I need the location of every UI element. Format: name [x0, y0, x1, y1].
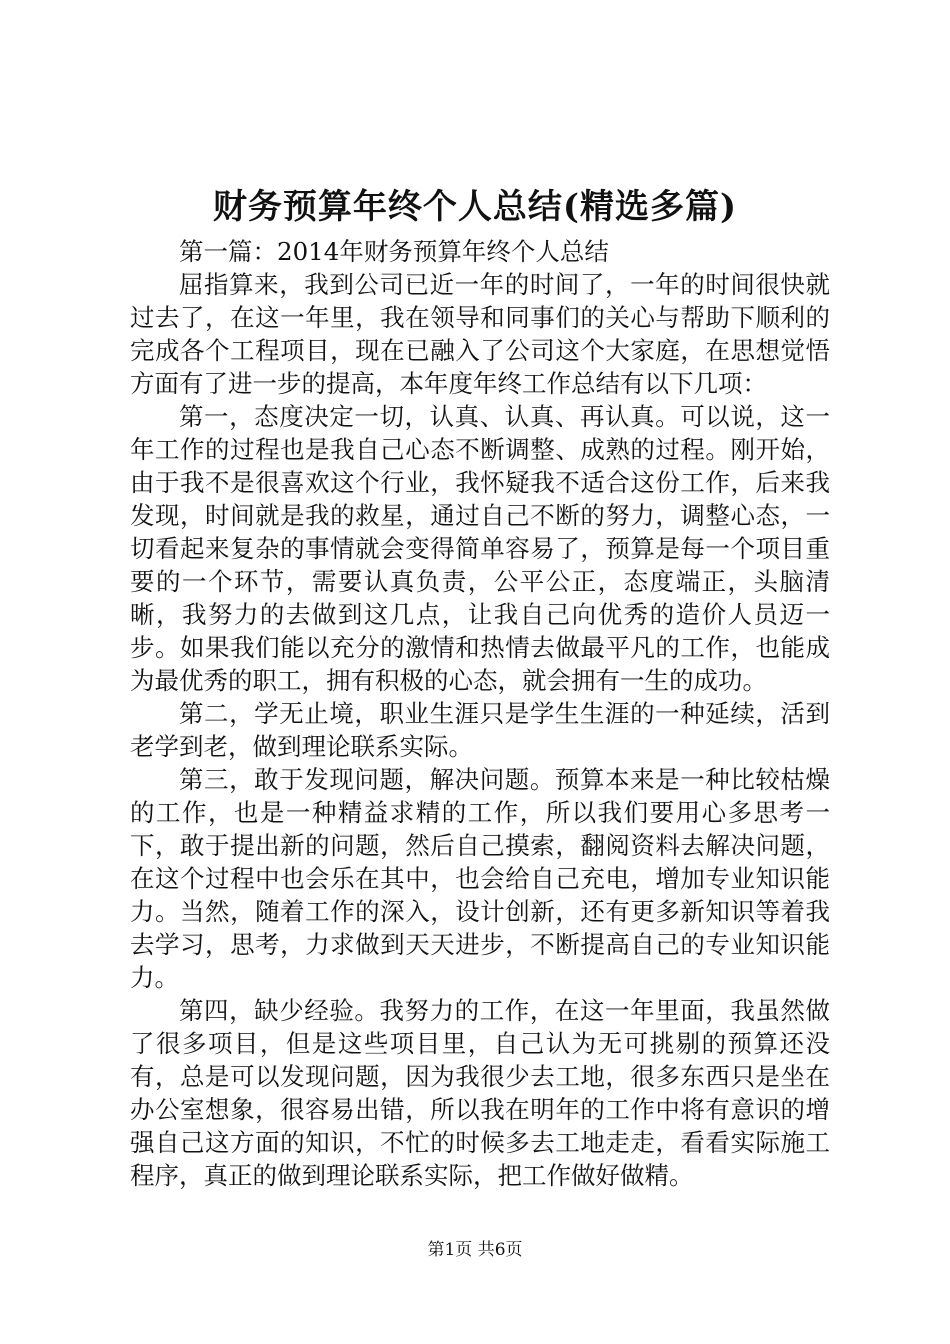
- paragraph-point-1: 第一，态度决定一切，认真、认真、再认真。可以说，这一年工作的过程也是我自己心态不断调整、成熟的过程。刚开始，由于我不是很喜欢这个行业，我怀疑我不适合这份工作，后来我发现，时间就是我的救星，通过自己不断的努力，调整心态，一切看起来复杂的事情就会变得简单容易了，预算是每一个项目重要的一个环节，需要认真负责，公平公正，态度端正，头脑清晰，我努力的去做到这几点，让我自己向优秀的造价人员迈一步。如果我们能以充分的激情和热情去做最平凡的工作，也能成为最优秀的职工，拥有积极的心态，就会拥有一生的成功。: [130, 402, 830, 695]
- paragraph-point-2: 第二，学无止境，职业生涯只是学生生涯的一种延续，活到老学到老，做到理论联系实际。: [130, 699, 830, 761]
- paragraph-intro: 屈指算来，我到公司已近一年的时间了，一年的时间很快就过去了，在这一年里，我在领导和同事们的关心与帮助下顺利的完成各个工程项目，现在已融入了公司这个大家庭，在思想觉悟方面有了进一步的提高，本年度年终工作总结有以下几项：: [130, 270, 830, 398]
- paragraph-point-3: 第三，敢于发现问题，解决问题。预算本来是一种比较枯燥的工作，也是一种精益求精的工作，所以我们要用心多思考一下，敢于提出新的问题，然后自己摸索，翻阅资料去解决问题，在这个过程中也会乐在其中，也会给自己充电，增加专业知识能力。当然，随着工作的深入，设计创新，还有更多新知识等着我去学习，思考，力求做到天天进步，不断提高自己的专业知识能力。: [130, 765, 830, 992]
- document-body: [130, 235, 830, 1192]
- page-number-footer: 第1页 共6页: [427, 1240, 523, 1260]
- document-title: 财务预算年终个人总结(精选多篇): [212, 187, 738, 227]
- paragraph-point-4: 第四，缺少经验。我努力的工作，在这一年里面，我虽然做了很多项目，但是这些项目里，自己认为无可挑剔的预算还没有，总是可以发现问题，因为我很少去工地，很多东西只是坐在办公室想象，很容易出错，所以我在明年的工作中将有意识的增强自己这方面的知识，不忙的时候多去工地走走，看看实际施工程序，真正的做到理论联系实际，把工作做好做精。: [130, 996, 830, 1190]
- section-heading: 第一篇：2014年财务预算年终个人总结: [179, 237, 609, 266]
